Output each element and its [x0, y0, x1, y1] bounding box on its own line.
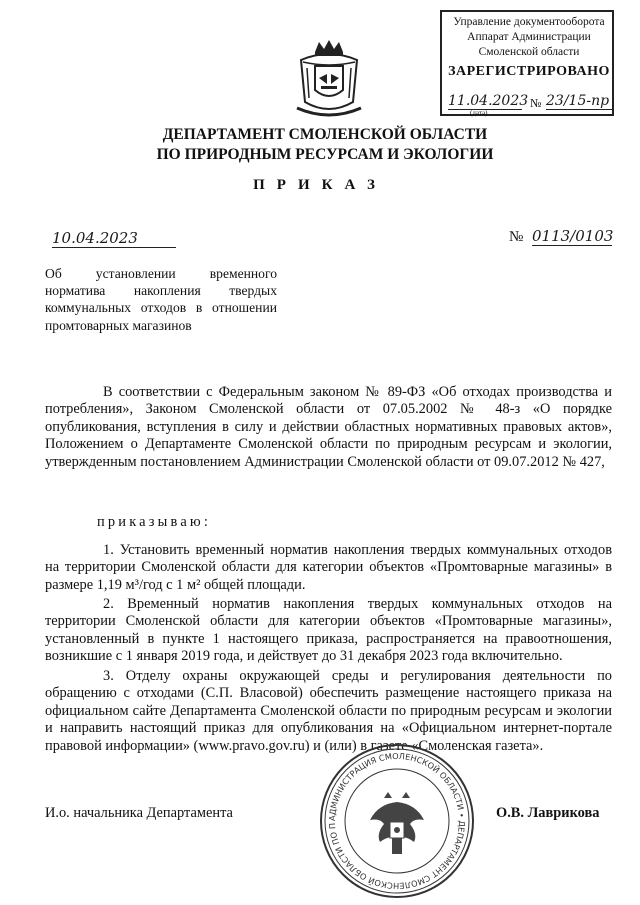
preamble: В соответствии с Федеральным законом № 89-ФЗ «Об отходах производства и потребления», Законом Смоленской области от 07.05.2002 № 48-з «О порядке опубликования, вступления в силу и действии областных нормативных правовых актов», Положением о Департаменте Смоленской области по природным ресурсам и экологии, утвержденным постановлением Администрации Смоленской области от 09.07.2012 № 427,	[45, 384, 612, 470]
order-item-3: 3. Отделу охраны окружающей среды и регулирования деятельности по обращению с отходами (С.П. Власовой) обеспечить размещение настоящего приказа на официальном сайте Департамента Смоленской области по природным ресурсам и экологии и направить настоящий приказ для опубликования на «Официальном интернет-портале правовой информации» (www.pravo.gov.ru) и (или) в газете «Смоленская газета».	[45, 668, 612, 754]
stamp-number: 23/15-пр	[546, 93, 612, 110]
document-type: ПРИКАЗ	[253, 177, 387, 193]
stamp-date: 11.04.2023	[448, 93, 529, 109]
seal-text: АДМИНИСТРАЦИЯ СМОЛЕНСКОЙ ОБЛАСТИ • ДЕПАРТАМЕНТ СМОЛЕНСКОЙ ОБЛАСТИ ПО П	[326, 750, 468, 892]
order-number: 0113/0103	[532, 227, 614, 245]
stamp-line-3: Смоленской области	[478, 46, 580, 58]
order-word: приказываю:	[97, 514, 212, 530]
order-number-prefix: №	[509, 229, 524, 245]
stamp-date-caption: (дата)	[470, 109, 488, 117]
department-line-1: ДЕПАРТАМЕНТ СМОЛЕНСКОЙ ОБЛАСТИ	[162, 126, 488, 143]
official-seal	[318, 742, 476, 900]
stamp-registered: ЗАРЕГИСТРИРОВАНО	[448, 64, 610, 79]
registration-stamp	[440, 10, 614, 116]
stamp-number-prefix: №	[530, 96, 542, 110]
eagle-emblem-icon	[370, 792, 424, 854]
order-item-1: 1. Установить временный норматив накопления твердых коммунальных отходов на территории Смоленской области для категории объектов «Промтоварные магазины» в размере 1,19 м³/год с 1 м² общей площади.	[45, 542, 612, 593]
coat-of-arms-icon	[293, 38, 365, 118]
order-subject: Об установлении временного норматива накопления твердых коммунальных отходов в отношении промтоварных магазинов	[45, 266, 277, 333]
stamp-line-2: Аппарат Администрации	[467, 31, 591, 43]
signatory-name: О.В. Лаврикова	[496, 805, 600, 821]
stamp-line-1: Управление документооборота	[453, 16, 605, 28]
department-line-2: ПО ПРИРОДНЫМ РЕСУРСАМ И ЭКОЛОГИИ	[156, 146, 494, 163]
order-item-2: 2. Временный норматив накопления твердых коммунальных отходов на территории Смоленской области для категории объектов «Промтоварные магазины», установленный в пункте 1 настоящего приказа, распространяется на правоотношения, возникшие с 1 января 2019 года, и действует до 31 декабря 2023 года включительно.	[45, 596, 612, 665]
order-date: 10.04.2023	[52, 229, 176, 248]
signatory-position: И.о. начальника Департамента	[45, 805, 233, 821]
